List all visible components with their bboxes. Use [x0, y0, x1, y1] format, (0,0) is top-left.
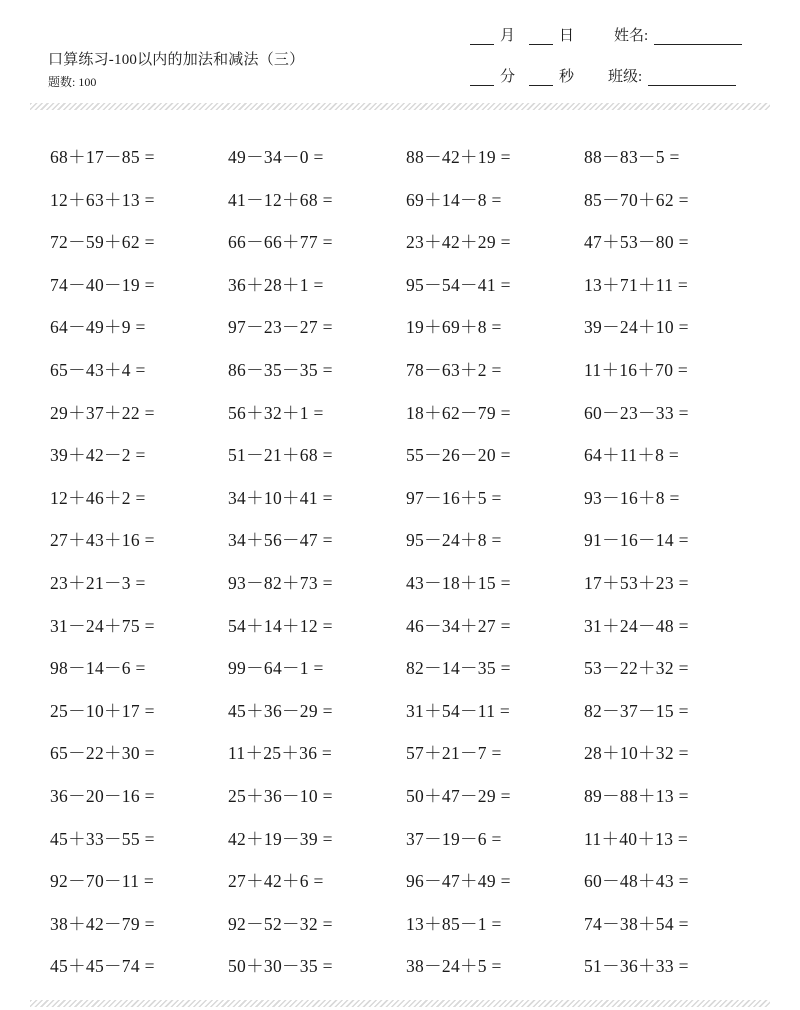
math-problem: 43－18＋15 = [406, 572, 511, 593]
month-label: 月 [500, 28, 516, 44]
math-problem: 36－20－16 = [50, 785, 155, 806]
bottom-divider [30, 1000, 770, 1007]
math-problem: 93－16＋8 = [584, 487, 680, 508]
math-problem: 51－36＋33 = [584, 956, 689, 977]
math-problem: 18＋62－79 = [406, 402, 511, 423]
math-problem: 46－34＋27 = [406, 615, 511, 636]
math-problem: 82－14－35 = [406, 658, 511, 679]
math-problem: 64＋11＋8 = [584, 445, 680, 466]
math-problem: 68＋17－85 = [50, 147, 155, 167]
math-problem: 31＋24－48 = [584, 615, 689, 636]
math-problem: 12＋46＋2 = [50, 487, 146, 508]
name-blank[interactable] [654, 29, 742, 45]
top-divider [30, 103, 770, 110]
math-problem: 53－22＋32 = [584, 658, 689, 679]
math-problem: 41－12＋68 = [228, 189, 333, 210]
name-label: 姓名: [614, 28, 649, 44]
math-problem: 66－66＋77 = [228, 232, 333, 253]
second-label: 秒 [559, 69, 575, 85]
math-problem: 72－59＋62 = [50, 232, 155, 253]
time-class-row [470, 65, 736, 86]
math-problem: 25－10＋17 = [50, 700, 155, 721]
math-problem: 74－40－19 = [50, 274, 155, 295]
math-problem: 50＋47－29 = [406, 785, 511, 806]
math-problem: 60－48＋43 = [584, 871, 689, 892]
math-problem: 39－24＋10 = [584, 317, 689, 338]
math-problem: 65－22＋30 = [50, 743, 155, 764]
worksheet-title: 口算练习-100以内的加法和减法（三） [48, 52, 305, 68]
minute-blank[interactable] [470, 70, 494, 86]
problem-grid [50, 143, 762, 995]
day-label: 日 [559, 28, 575, 44]
math-problem: 97－23－27 = [228, 317, 333, 338]
math-problem: 99－64－1 = [228, 658, 324, 679]
math-problem: 28＋10＋32 = [584, 743, 689, 764]
math-problem: 49－34－0 = [228, 147, 324, 167]
math-problem: 51－21＋68 = [228, 445, 333, 466]
math-problem: 31－24＋75 = [50, 615, 155, 636]
math-problem: 88－42＋19 = [406, 147, 511, 167]
math-problem: 86－35－35 = [228, 359, 333, 380]
math-problem: 42＋19－39 = [228, 828, 333, 849]
math-problem: 11＋40＋13 = [584, 828, 689, 849]
math-problem: 34＋10＋41 = [228, 487, 333, 508]
math-problem: 17＋53＋23 = [584, 572, 689, 593]
math-problem: 23＋21－3 = [50, 572, 146, 593]
math-problem: 45＋36－29 = [228, 700, 333, 721]
class-label: 班级: [608, 69, 643, 85]
math-problem: 98－14－6 = [50, 658, 146, 679]
problem-count: 题数: 100 [48, 75, 97, 89]
math-problem: 11＋25＋36 = [228, 743, 333, 764]
month-blank[interactable] [470, 29, 494, 45]
math-problem: 91－16－14 = [584, 530, 689, 551]
math-problem: 97－16＋5 = [406, 487, 502, 508]
math-problem: 38＋42－79 = [50, 913, 155, 934]
math-problem: 19＋69＋8 = [406, 317, 502, 338]
math-problem: 25＋36－10 = [228, 785, 333, 806]
math-problem: 13＋85－1 = [406, 913, 502, 934]
math-problem: 38－24＋5 = [406, 956, 502, 977]
math-problem: 13＋71＋11 = [584, 274, 689, 295]
date-name-row [470, 24, 742, 45]
math-problem: 57＋21－7 = [406, 743, 502, 764]
math-problem: 95－24＋8 = [406, 530, 502, 551]
class-blank[interactable] [648, 70, 736, 86]
math-problem: 50＋30－35 = [228, 956, 333, 977]
math-problem: 27＋43＋16 = [50, 530, 155, 551]
math-problem: 36＋28＋1 = [228, 274, 324, 295]
math-problem: 31＋54－11 = [406, 700, 511, 721]
math-problem: 69＋14－8 = [406, 189, 502, 210]
math-problem: 29＋37＋22 = [50, 402, 155, 423]
math-problem: 64－49＋9 = [50, 317, 146, 338]
minute-label: 分 [500, 69, 516, 85]
math-problem: 82－37－15 = [584, 700, 689, 721]
day-blank[interactable] [529, 29, 553, 45]
math-problem: 45＋33－55 = [50, 828, 155, 849]
math-problem: 54＋14＋12 = [228, 615, 333, 636]
math-problem: 78－63＋2 = [406, 359, 502, 380]
math-problem: 56＋32＋1 = [228, 402, 324, 423]
math-problem: 88－83－5 = [584, 147, 680, 167]
second-blank[interactable] [529, 70, 553, 86]
math-problem: 60－23－33 = [584, 402, 689, 423]
math-problem: 95－54－41 = [406, 274, 511, 295]
math-problem: 96－47＋49 = [406, 871, 511, 892]
math-problem: 11＋16＋70 = [584, 359, 689, 380]
math-problem: 55－26－20 = [406, 445, 511, 466]
math-problem: 93－82＋73 = [228, 572, 333, 593]
math-problem: 12＋63＋13 = [50, 189, 155, 210]
math-problem: 65－43＋4 = [50, 359, 146, 380]
math-problem: 27＋42＋6 = [228, 871, 324, 892]
math-problem: 74－38＋54 = [584, 913, 689, 934]
math-problem: 37－19－6 = [406, 828, 502, 849]
math-problem: 85－70＋62 = [584, 189, 689, 210]
math-problem: 23＋42＋29 = [406, 232, 511, 253]
math-problem: 92－70－11 = [50, 871, 155, 892]
math-problem: 45＋45－74 = [50, 956, 155, 977]
math-problem: 39＋42－2 = [50, 445, 146, 466]
math-problem: 47＋53－80 = [584, 232, 689, 253]
math-problem: 92－52－32 = [228, 913, 333, 934]
math-problem: 34＋56－47 = [228, 530, 333, 551]
math-problem: 89－88＋13 = [584, 785, 689, 806]
